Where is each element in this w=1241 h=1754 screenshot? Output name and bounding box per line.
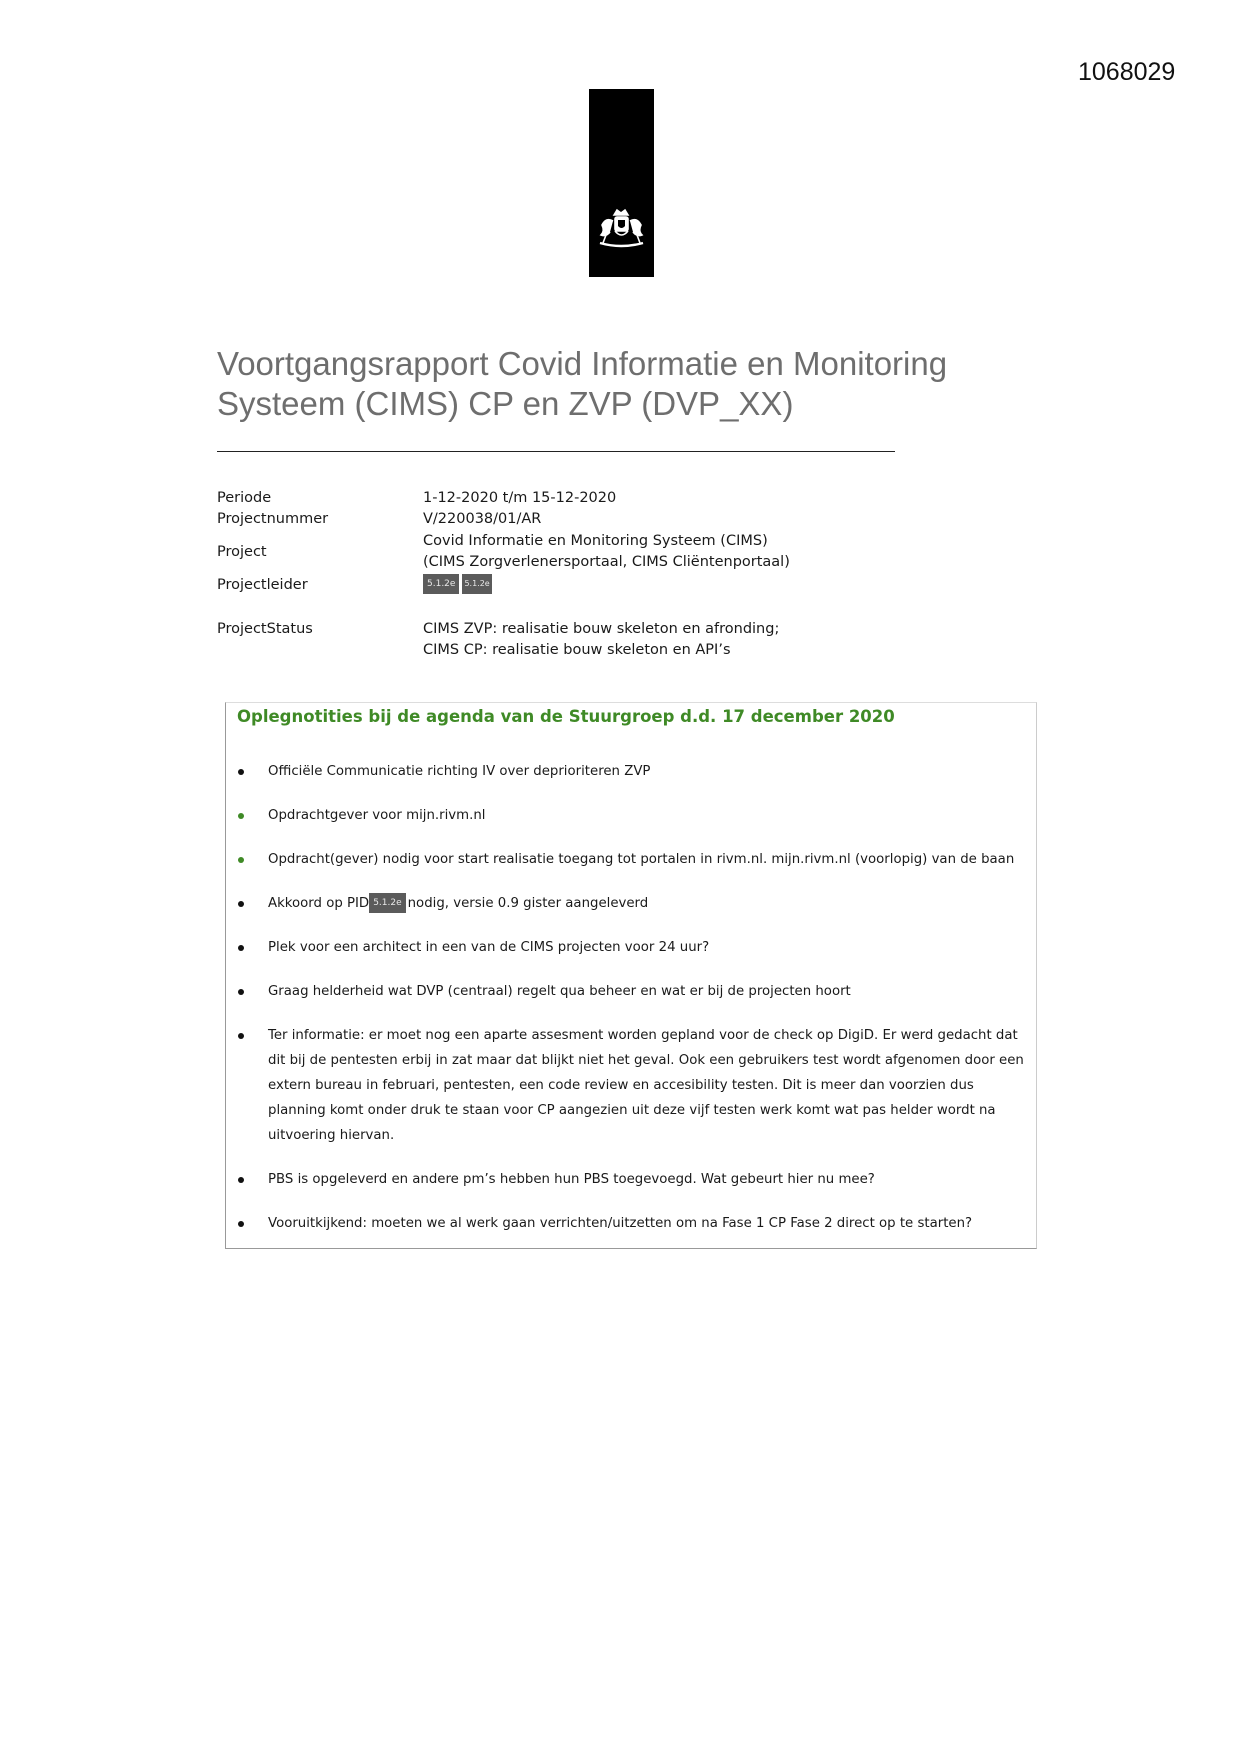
project-value-line2: (CIMS Zorgverlenersportaal, CIMS Cliëntenportaal) xyxy=(423,554,790,570)
periode-label: Periode xyxy=(217,490,272,506)
periode-value: 1-12-2020 t/m 15-12-2020 xyxy=(423,490,617,506)
status-label: ProjectStatus xyxy=(217,621,313,637)
rijksoverheid-logo xyxy=(589,89,654,277)
status-value-line1: CIMS ZVP: realisatie bouw skeleton en afronding; xyxy=(423,621,780,637)
list-item-text: Vooruitkijkend: moeten we al werk gaan verrichten/uitzetten om na Fase 1 CP Fase 2 direct op te starten? xyxy=(268,1216,973,1231)
bullet-icon xyxy=(238,1177,244,1183)
bullet-icon xyxy=(238,989,244,995)
bullet-icon xyxy=(238,901,244,907)
list-item xyxy=(226,891,1036,916)
document-id: 1068029 xyxy=(1078,58,1176,86)
list-item xyxy=(226,1167,1036,1192)
bullet-icon xyxy=(238,1033,244,1039)
list-item xyxy=(226,979,1036,1004)
notes-list xyxy=(226,759,1036,1255)
bullet-icon xyxy=(238,813,244,819)
list-item-text: Akkoord op PID xyxy=(268,896,370,911)
list-item xyxy=(226,847,1036,872)
list-item xyxy=(226,935,1036,960)
redaction-badge: 5.1.2e xyxy=(423,574,459,594)
report-title-line1: Voortgangsrapport Covid Informatie en Monitoring xyxy=(217,345,948,382)
coat-of-arms-icon xyxy=(592,205,651,253)
project-value-line1: Covid Informatie en Monitoring Systeem (CIMS) xyxy=(423,533,768,549)
notes-box xyxy=(225,702,1037,1249)
projectnummer-value: V/220038/01/AR xyxy=(423,511,542,527)
list-item-text: PBS is opgeleverd en andere pm’s hebben hun PBS toegevoegd. Wat gebeurt hier nu mee? xyxy=(268,1172,875,1187)
list-item-text: Opdrachtgever voor mijn.rivm.nl xyxy=(268,808,486,823)
list-item xyxy=(226,759,1036,784)
bullet-icon xyxy=(238,769,244,775)
list-item xyxy=(226,1211,1036,1236)
list-item-text: Opdracht(gever) nodig voor start realisatie toegang tot portalen in rivm.nl. mijn.rivm.nl (voorlopig) van de baan xyxy=(268,852,1015,867)
projectleider-label: Projectleider xyxy=(217,577,308,593)
projectnummer-label: Projectnummer xyxy=(217,511,329,527)
bullet-icon xyxy=(238,1221,244,1227)
redaction-badge: 5.1.2e xyxy=(462,574,491,594)
status-value-line2: CIMS CP: realisatie bouw skeleton en API’s xyxy=(423,642,731,658)
projectleider-value xyxy=(423,574,495,594)
notes-title: Oplegnotities bij de agenda van de Stuurgroep d.d. 17 december 2020 xyxy=(237,707,895,726)
report-title xyxy=(217,344,1117,424)
list-item-text: Ter informatie: er moet nog een aparte assesment worden gepland voor de check op DigiD. Er werd gedacht dat dit bij de pentesten erbij in zat maar dat blijkt niet het geval. Ook een gebruikers test wordt afgenomen door een extern bureau in februari, pentesten, een code review en accesibility testen. Dit is meer dan voorzien dus planning komt onder druk te staan voor CP aangezien uit deze vijf testen werk komt wat pas helder wordt na uitvoering hiervan. xyxy=(268,1028,1024,1143)
list-item-text: nodig, versie 0.9 gister aangeleverd xyxy=(407,896,649,911)
list-item xyxy=(226,1023,1036,1148)
list-item xyxy=(226,803,1036,828)
list-item-text: Officiële Communicatie richting IV over deprioriteren ZVP xyxy=(268,764,651,779)
bullet-icon xyxy=(238,857,244,863)
project-label: Project xyxy=(217,544,267,560)
list-item-text: Plek voor een architect in een van de CIMS projecten voor 24 uur? xyxy=(268,940,710,955)
title-divider xyxy=(217,451,895,452)
bullet-icon xyxy=(238,945,244,951)
redaction-badge: 5.1.2e xyxy=(369,893,405,913)
list-item-text: Graag helderheid wat DVP (centraal) regelt qua beheer en wat er bij de projecten hoort xyxy=(268,984,851,999)
report-title-line2: Systeem (CIMS) CP en ZVP (DVP_XX) xyxy=(217,385,794,422)
